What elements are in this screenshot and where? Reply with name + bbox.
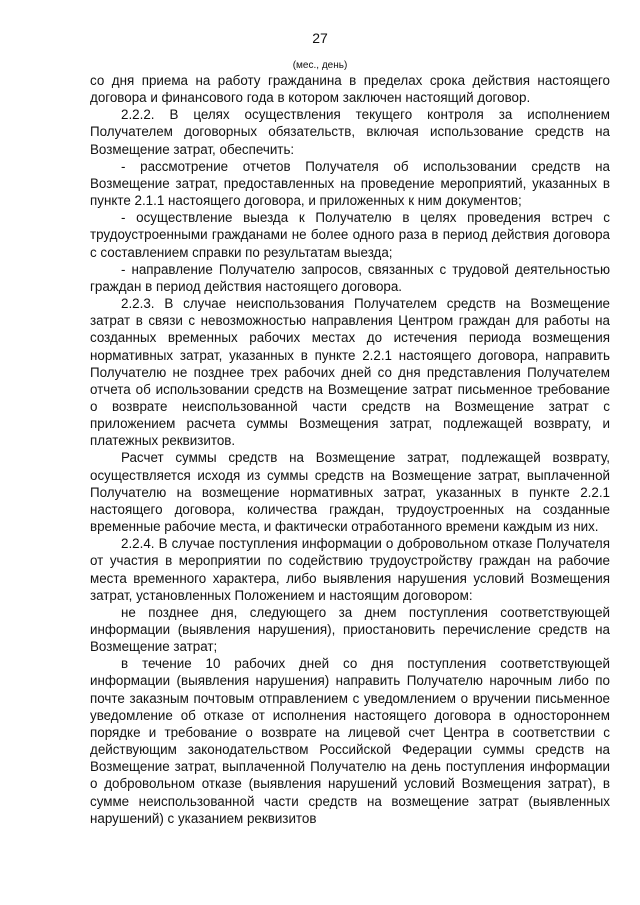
paragraph: 2.2.2. В целях осуществления текущего контроля за исполнением Получателем договорных обязательств, включая использование средств на Возмещение затрат, обеспечить: [90,107,610,157]
paragraph: - рассмотрение отчетов Получателя об использовании средств на Возмещение затрат, предоставленных на проведение мероприятий, указанных в пункте 2.1.1 настоящего договора, и приложенных к ним документов; [90,158,610,209]
paragraph: Расчет суммы средств на Возмещение затрат, подлежащей возврату, осуществляется исходя из суммы средств на Возмещение затрат, выплаченной Получателю на возмещение нормативных затрат, указанных в пункте 2.2.1 настоящего договора, количества граждан, трудоустроенных на созданные временные рабочие места, и фактически отработанного времени каждым из них. [90,450,610,535]
header-note: (мес., день) [292,60,348,71]
document-body [90,72,610,827]
paragraph: 2.2.4. В случае поступления информации о добровольном отказе Получателя от участия в мероприятии по содействию трудоустройству граждан на рабочие места временного характера, либо выявления нарушения условий Возмещения затрат, установленных Положением и настоящим договором: [90,536,610,603]
paragraph: - направление Получателю запросов, связанных с трудовой деятельностью граждан в период действия настоящего договора. [90,261,610,294]
paragraph: - осуществление выезда к Получателю в целях проведения встреч с трудоустроенными гражданами не более одного раза в период действия договора с составлением справки по результатам выезда; [90,210,610,260]
paragraph: в течение 10 рабочих дней со дня поступления соответствующей информации (выявления нарушения) направить Получателю нарочным либо по почте заказным почтовым отправлением с уведомлением о вручении письменное уведомление об отказе от исполнения настоящего договора в одностороннем порядке и требование о возврате на лицевой счет Центра в соответствии с действующим законодательством Российской Федерации суммы средств на Возмещение затрат, выплаченной Получателю на день поступления информации о добровольном отказе (выявления нарушений условий Возмещения затрат), в сумме неиспользованной части средств на возмещение затрат (выявленных нарушений) с указанием реквизитов [90,656,610,826]
paragraph: не позднее дня, следующего за днем поступления соответствующей информации (выявления нарушения), приостановить перечисление средств на Возмещение затрат; [90,604,610,655]
paragraph: со дня приема на работу гражданина в пределах срока действия настоящего договора и финансового года в котором заключен настоящий договор. [90,73,610,106]
paragraph: 2.2.3. В случае неиспользования Получателем средств на Возмещение затрат в связи с невозможностью направления Центром граждан для работы на созданных временных рабочих местах до истечения периода возмещения нормативных затрат, указанных в пункте 2.2.1 настоящего договора, направить Получателю не позднее трех рабочих дней со дня представления Получателем отчета об использовании средств на Возмещение затрат письменное требование о возврате неиспользованной части средств на Возмещение затрат с приложением расчета суммы Возмещения затрат, подлежащей возврату, и платежных реквизитов. [90,296,610,449]
page-number: 27 [312,30,328,46]
